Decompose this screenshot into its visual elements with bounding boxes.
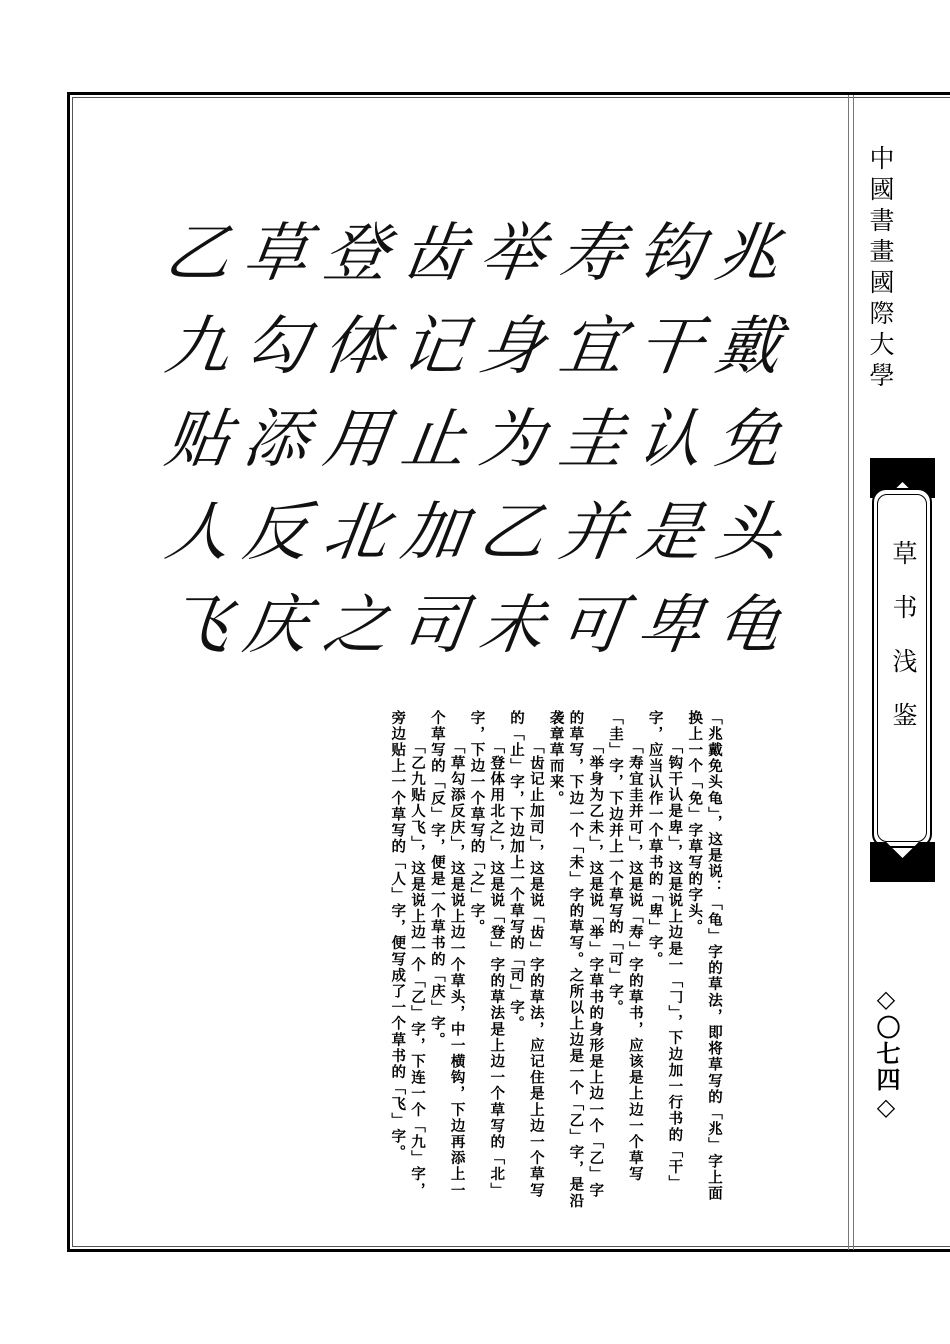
- calligraphy-character: 为: [474, 403, 550, 477]
- paragraph: 「钩干认是卑」，这是说上边是一「𠃌」，下边加一行书的「干」字，应当认作一个草书的「卑」字。: [646, 710, 683, 1192]
- calligraphy-character: 飞: [160, 589, 236, 663]
- explanation-text: [183, 710, 723, 1210]
- calligraphy-character: 兆: [710, 217, 786, 291]
- calligraphy-character: 之: [318, 589, 394, 663]
- sidebar-divider: [853, 95, 854, 1250]
- calligraphy-character: 身: [474, 310, 550, 384]
- calligraphy-character: 可: [554, 589, 630, 663]
- calligraphy-column: [632, 208, 708, 673]
- paragraph: 「登体用北之」，这是说「登」字的草法是上边一个草写的「北」字，下边一个草写的「之」字。: [468, 710, 505, 1199]
- calligraphy-character: 用: [318, 403, 394, 477]
- calligraphy-character: 记: [396, 310, 472, 384]
- calligraphy-column: [238, 208, 314, 673]
- calligraphy-character: 钩: [632, 217, 708, 291]
- paragraph: 「举身为乙未」，这是说「举」字草书的身形是上边一个「乙」字的草写，下边一个「未」字的草写。之所以上边是一个「乙」字，是沿袭章草而来。: [547, 710, 604, 1210]
- calligraphy-character: 戴: [710, 310, 786, 384]
- calligraphy-character: 草: [238, 217, 314, 291]
- calligraphy-character: 司: [396, 589, 472, 663]
- calligraphy-character: 人: [160, 496, 236, 570]
- calligraphy-column: [474, 208, 550, 673]
- calligraphy-column: [554, 208, 630, 673]
- calligraphy-character: 干: [632, 310, 708, 384]
- page-number: ◇〇七四◇: [872, 985, 900, 1123]
- calligraphy-column: [710, 208, 786, 673]
- calligraphy-character: 认: [632, 403, 708, 477]
- calligraphy-character: 勾: [238, 310, 314, 384]
- calligraphy-character: 止: [396, 403, 472, 477]
- calligraphy-character: 龟: [710, 589, 786, 663]
- calligraphy-character: 是: [632, 496, 708, 570]
- calligraphy-character: 齿: [396, 217, 472, 291]
- calligraphy-character: 卑: [632, 589, 708, 663]
- calligraphy-character: 宜: [554, 310, 630, 384]
- paragraph: 「乙九贴人飞」，这是说上边一个「乙」字，下连一个「九」字，旁边贴上一个草写的「人」字，便写成了一个草书的「飞」字。: [389, 710, 426, 1199]
- series-title: 中國書畫國際大學: [866, 145, 895, 393]
- calligraphy-character: 加: [396, 496, 472, 570]
- sidebar-divider: [848, 95, 849, 1250]
- calligraphy-character: 乙: [160, 217, 236, 291]
- calligraphy-character: 免: [710, 403, 786, 477]
- calligraphy-column: [160, 208, 236, 673]
- calligraphy-character: 九: [160, 310, 236, 384]
- paragraph: 「兆戴免头龟」，这是说：「龟」字的草法，即将草写的「兆」字上面换上一个「免」字草写的字头。: [686, 710, 722, 1202]
- calligraphy-column: [396, 208, 472, 673]
- calligraphy-character: 未: [474, 589, 550, 663]
- calligraphy-character: 圭: [554, 403, 630, 477]
- calligraphy-character: 庆: [238, 589, 314, 663]
- paragraph: 「草勾添反庆」，这是说上边一个草头，中一横钩，下边再添上一个草写的「反」字，便是一个草书的「庆」字。: [428, 710, 465, 1199]
- calligraphy-grid: [160, 208, 786, 673]
- book-title: 草书浅鉴: [889, 540, 918, 756]
- calligraphy-character: 体: [318, 310, 394, 384]
- calligraphy-character: 北: [318, 496, 394, 570]
- calligraphy-character: 乙: [474, 496, 550, 570]
- calligraphy-character: 举: [474, 217, 550, 291]
- calligraphy-character: 并: [554, 496, 630, 570]
- calligraphy-character: 头: [710, 496, 786, 570]
- paragraph: 「寿宜圭并可」，这是说「寿」字的草书，应该是上边一个草写「圭」字，下边并上一个草写的「可」字。: [607, 710, 643, 1183]
- paragraph: 「齿记止加司」，这是说「齿」字的草法，应记住是上边一个草写的「止」字，下边加上一个草写的「司」字。: [508, 710, 544, 1199]
- calligraphy-character: 登: [318, 217, 394, 291]
- calligraphy-character: 贴: [160, 403, 236, 477]
- calligraphy-column: [318, 208, 394, 673]
- calligraphy-character: 添: [238, 403, 314, 477]
- calligraphy-character: 反: [238, 496, 314, 570]
- calligraphy-character: 寿: [554, 217, 630, 291]
